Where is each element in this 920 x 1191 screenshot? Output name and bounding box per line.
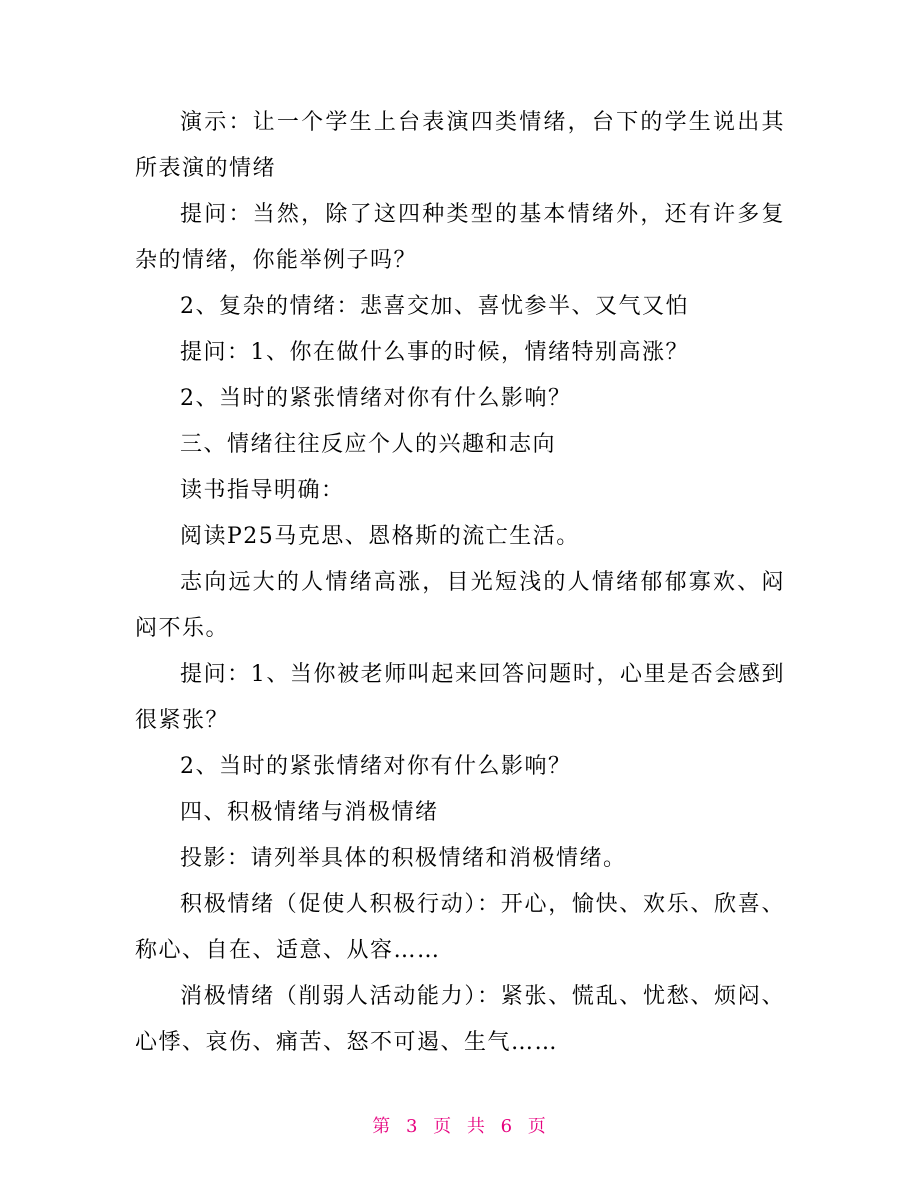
paragraph-question-excited: 提问：1、你在做什么事的时候，情绪特别高涨？ [180,340,689,365]
document-body [135,100,785,1066]
paragraph-tension-effect-2: 2、当时的紧张情绪对你有什么影响？ [180,754,572,779]
paragraph-positive-emotions: 积极情绪（促使人积极行动）：开心，愉快、欢乐、欣喜、称心、自在、适意、从容…… [135,892,785,963]
paragraph-tension-effect-1: 2、当时的紧张情绪对你有什么影响？ [180,386,572,411]
paragraph-demo: 演示：让一个学生上台表演四类情绪，台下的学生说出其所表演的情绪 [135,110,785,181]
page-number-footer: 第 3 页 共 6 页 [372,1116,548,1137]
paragraph-question-nervous: 提问：1、当你被老师叫起来回答问题时，心里是否会感到很紧张？ [135,662,785,733]
paragraph-projection: 投影：请列举具体的积极情绪和消极情绪。 [180,846,627,871]
heading-section-4: 四、积极情绪与消极情绪 [180,800,439,825]
heading-section-3: 三、情绪往往反应个人的兴趣和志向 [180,432,557,457]
paragraph-reading-guide: 读书指导明确： [180,478,345,503]
paragraph-question-complex: 提问：当然，除了这四种类型的基本情绪外，还有许多复杂的情绪，你能举例子吗？ [135,202,785,273]
paragraph-complex-emotions: 2、复杂的情绪：悲喜交加、喜忧参半、又气又怕 [180,294,689,319]
paragraph-reading-p25: 阅读P25马克思、恩格斯的流亡生活。 [180,524,580,549]
paragraph-ambition: 志向远大的人情绪高涨，目光短浅的人情绪郁郁寡欢、闷闷不乐。 [135,570,785,641]
paragraph-negative-emotions: 消极情绪（削弱人活动能力）：紧张、慌乱、忧愁、烦闷、心悸、哀伤、痛苦、怒不可遏、生气…… [135,984,785,1055]
